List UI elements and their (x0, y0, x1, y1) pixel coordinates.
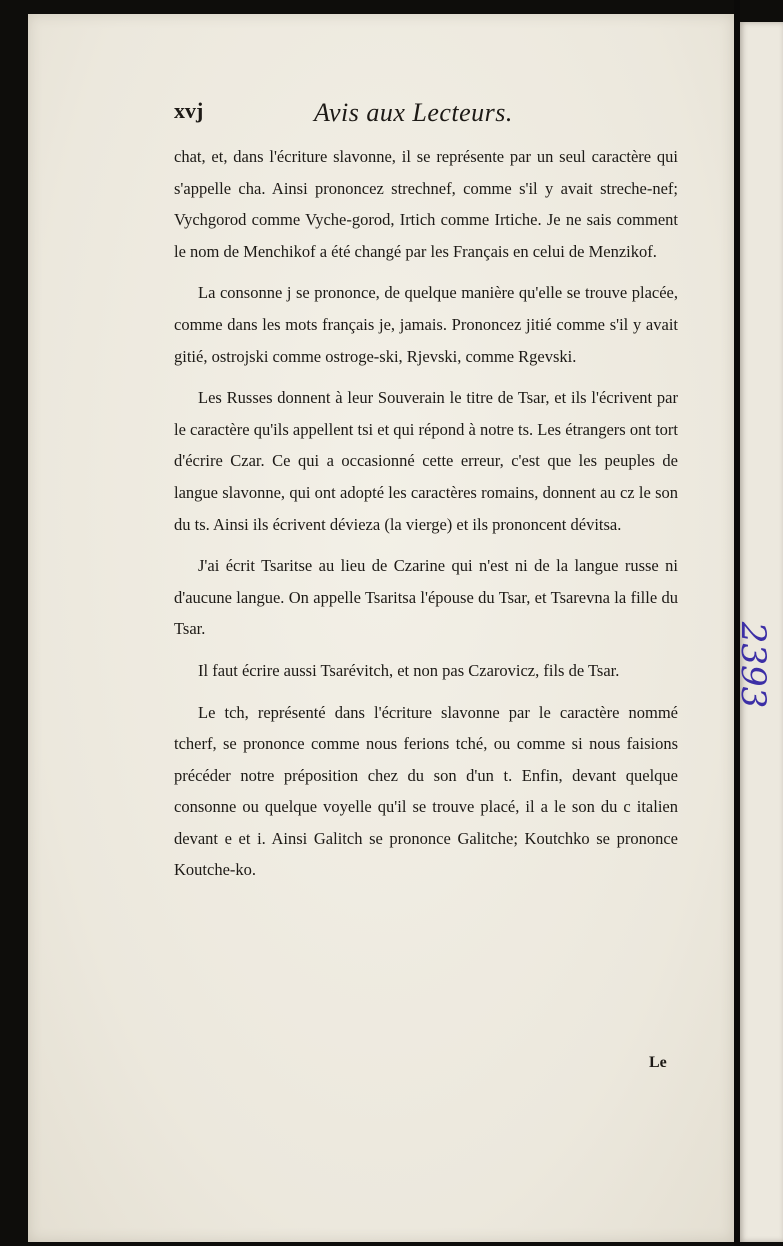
catchword: Le (649, 1054, 667, 1071)
paragraph-4: J'ai écrit Tsaritse au lieu de Czarine qui n'est ni de la langue russe ni d'aucune langue. On appelle Tsaritsa l'épouse du Tsar, et Tsarevna la fille du Tsar. (174, 556, 678, 639)
body-text (174, 141, 678, 896)
paragraph-5: Il faut écrire aussi Tsarévitch, et non pas Czarovicz, fils de Tsar. (198, 660, 620, 680)
handwritten-shelf-mark: 2393 (733, 621, 773, 709)
page-number: xvj (174, 98, 204, 123)
paragraph-2: La consonne j se prononce, de quelque manière qu'elle se trouve placée, comme dans les mots français je, jamais. Prononcez jitié comme s'il y avait gitié, ostrojski comme ostroge-ski, Rjevski, comme Rgevski. (174, 283, 678, 366)
header-title: Avis aux Lecteurs. (314, 98, 513, 127)
paragraph-1: chat, et, dans l'écriture slavonne, il se représente par un seul caractère qui s'appelle cha. Ainsi prononcez strechnef, comme s'il y avait streche-nef; Vychgorod comme Vyche-gorod, Irtich comme Irtiche. Je ne sais comment le nom de Menchikof a été changé par les Français en celui de Menzikof. (174, 147, 678, 261)
paragraph-3: Les Russes donnent à leur Souverain le titre de Tsar, et ils l'écrivent par le caractère qu'ils appellent tsi et qui répond à notre ts. Les étrangers ont tort d'écrire Czar. Ce qui a occasionné cette erreur, c'est que les peuples de langue slavonne, qui ont adopté les caractères romains, donnent au cz le son du ts. Ainsi ils écrivent dévieza (la vierge) et ils prononcent dévitsa. (174, 388, 678, 534)
running-head (174, 98, 684, 132)
paragraph-6: Le tch, représenté dans l'écriture slavonne par le caractère nommé tcherf, se prononce comme nous ferions tché, ou comme si nous faisions précéder notre préposition chez du son d'un t. Enfin, devant quelque consonne ou quelque voyelle qu'il se trouve placé, il a le son du c italien devant e et i. Ainsi Galitch se prononce Galitche; Koutchko se prononce Koutche-ko. (174, 702, 678, 880)
